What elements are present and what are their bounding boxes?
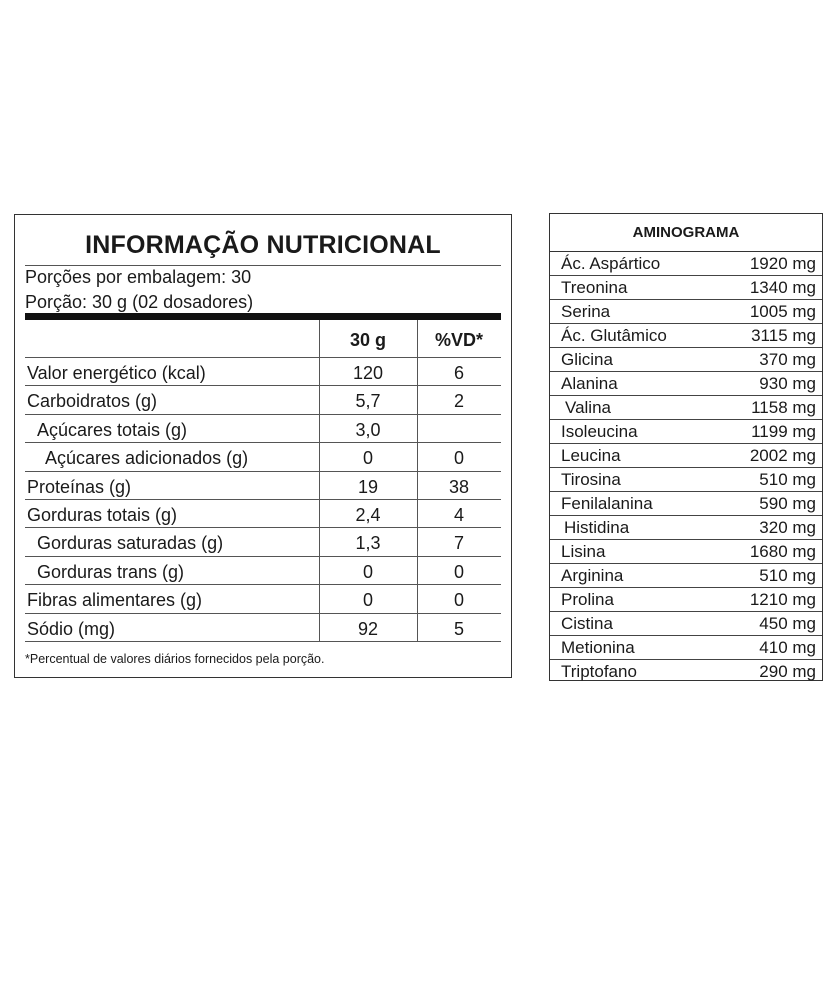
list-item [550, 252, 822, 276]
list-item [550, 564, 822, 588]
nutrient-amount: 120 [352, 363, 384, 383]
nutrient-label: Gorduras saturadas (g) [37, 533, 224, 554]
list-item [550, 612, 822, 636]
amino-acid-value: 1210 mg [749, 590, 816, 609]
nutrient-daily-value: 0 [453, 448, 464, 469]
table-row [25, 386, 501, 414]
amino-acid-name: Cistina [561, 614, 613, 633]
nutrient-label: Carboidratos (g) [27, 391, 158, 412]
list-item [550, 420, 822, 444]
list-item [550, 660, 822, 684]
amino-acid-value: 1680 mg [749, 542, 816, 561]
amino-acid-name: Valina [565, 398, 611, 417]
nutrient-daily-value: 5 [453, 618, 464, 639]
list-item [550, 444, 822, 468]
amino-acid-value: 1005 mg [749, 302, 816, 321]
nutrient-amount: 0 [362, 561, 373, 582]
nutrient-label: Fibras alimentares (g) [27, 590, 203, 611]
list-item [550, 516, 822, 540]
amino-acid-name: Prolina [561, 590, 614, 609]
list-item [550, 276, 822, 300]
amino-acid-name: Lisina [561, 542, 606, 561]
amino-acid-name: Ác. Glutâmico [561, 326, 667, 345]
nutrient-daily-value: 38 [448, 476, 470, 497]
table-row [25, 358, 501, 386]
nutrient-amount: 0 [362, 448, 373, 469]
list-item [550, 300, 822, 324]
nutrient-amount: 92 [357, 618, 379, 639]
nutrient-amount: 19 [357, 476, 379, 497]
amino-acid-name: Alanina [561, 374, 618, 393]
nutrient-label: Gorduras trans (g) [37, 561, 185, 582]
amino-acid-name: Fenilalanina [561, 494, 653, 513]
nutrition-facts-table [14, 214, 512, 678]
aminogram-title: AMINOGRAMA [550, 214, 822, 252]
amount-column-header: 30 g [349, 330, 387, 350]
amino-acid-name: Histidina [564, 518, 630, 537]
daily-value-column-header: %VD* [434, 330, 483, 350]
table-row [25, 528, 501, 556]
amino-acid-name: Tirosina [561, 470, 621, 489]
column-header-row [25, 320, 501, 358]
amino-acid-value: 290 mg [759, 662, 816, 681]
amino-acid-value: 450 mg [759, 614, 816, 633]
amino-acid-value: 370 mg [759, 350, 816, 369]
amino-acid-value: 510 mg [759, 470, 816, 489]
list-item [550, 492, 822, 516]
nutrient-amount: 0 [362, 590, 373, 611]
amino-acid-name: Triptofano [561, 662, 637, 681]
table-row [25, 500, 501, 528]
nutrient-label: Valor energético (kcal) [27, 363, 206, 383]
list-item [550, 540, 822, 564]
amino-acid-name: Arginina [561, 566, 624, 585]
amino-acid-name: Serina [561, 302, 611, 321]
amino-acid-value: 1158 mg [751, 398, 816, 417]
list-item [550, 372, 822, 396]
amino-acid-value: 410 mg [759, 638, 816, 657]
nutrient-label: Sódio (mg) [27, 618, 116, 639]
amino-acid-value: 1340 mg [749, 278, 816, 297]
table-row [25, 557, 501, 585]
list-item [550, 468, 822, 492]
amino-acid-name: Leucina [561, 446, 621, 465]
list-item [550, 396, 822, 420]
nutrient-label: Açúcares totais (g) [37, 419, 188, 440]
amino-acid-name: Metionina [561, 638, 635, 657]
list-item [550, 324, 822, 348]
nutrient-daily-value: 0 [453, 590, 464, 611]
list-item [550, 636, 822, 660]
nutrient-amount: 3,0 [355, 419, 381, 440]
serving-size: Porção: 30 g (02 dosadores) [25, 292, 254, 312]
amino-acid-value: 3115 mg [751, 326, 816, 345]
aminogram-table [549, 213, 823, 681]
table-row [25, 614, 501, 642]
table-row [25, 415, 501, 443]
amino-acid-value: 320 mg [759, 518, 816, 537]
table-row [25, 443, 501, 471]
amino-acid-value: 1920 mg [749, 254, 816, 273]
amino-acid-value: 2002 mg [749, 446, 816, 465]
nutrient-daily-value: 0 [453, 561, 464, 582]
amino-acid-value: 930 mg [759, 374, 816, 393]
nutrient-label: Gorduras totais (g) [27, 505, 178, 525]
servings-per-package: Porções por embalagem: 30 [25, 267, 252, 287]
nutrient-daily-value: 2 [453, 391, 464, 412]
nutrient-label: Açúcares adicionados (g) [45, 448, 249, 469]
list-item [550, 588, 822, 612]
table-row [25, 472, 501, 500]
amino-acid-value: 590 mg [759, 494, 816, 513]
amino-acid-value: 1199 mg [751, 422, 816, 441]
thick-divider [25, 313, 501, 320]
nutrient-amount: 5,7 [355, 391, 381, 412]
table-row [25, 585, 501, 613]
nutrient-daily-value: 7 [453, 533, 464, 554]
nutrient-amount: 2,4 [355, 505, 381, 525]
nutrient-label: Proteínas (g) [27, 476, 132, 497]
nutrition-title: INFORMAÇÃO NUTRICIONAL [25, 225, 501, 266]
nutrient-amount: 1,3 [355, 533, 381, 554]
nutrient-daily-value: 6 [453, 363, 464, 383]
amino-acid-name: Treonina [561, 278, 628, 297]
amino-acid-value: 510 mg [759, 566, 816, 585]
nutrient-daily-value: 4 [453, 505, 464, 525]
daily-value-footnote: *Percentual de valores diários fornecidos pela porção. [25, 652, 325, 666]
amino-acid-name: Glicina [561, 350, 613, 369]
amino-acid-name: Isoleucina [561, 422, 638, 441]
amino-acid-name: Ác. Aspártico [561, 254, 661, 273]
list-item [550, 348, 822, 372]
